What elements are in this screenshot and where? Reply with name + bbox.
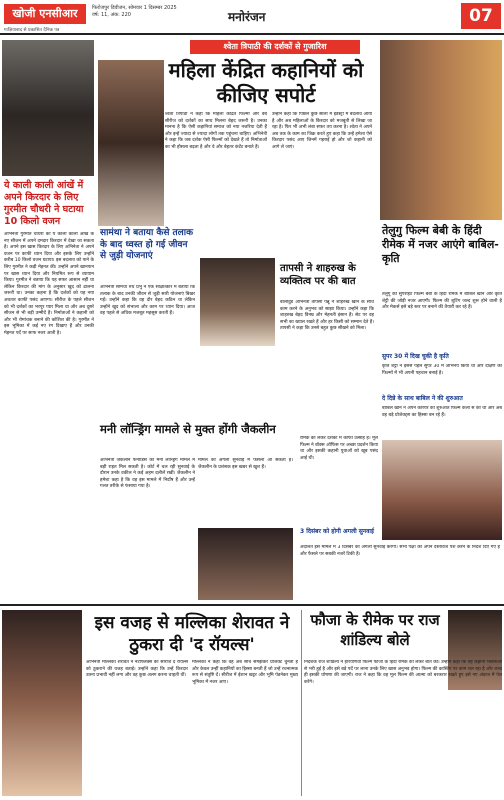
raj-headline: फौजा के रीमेक पर राज शांडिल्य बोले [310,611,440,649]
volume-line: वर्ष: 11, अंक: 220 [92,12,131,18]
mallika-body-col2: मल्लिका ने कहा कि वह अब सोच समझकर प्रोजेक्ट चुनती हैं और केवल उन्हीं कहानियों का हिस्सा बनती हैं जो उन्हें रचनात्मक रूप से संतुष्टि दें। सीरीज में ईशान खट्टर और भूमि पेडनेकर मुख्य भूमिका में नजर आए। [192,660,298,685]
right-subhead-1: सुपर 30 में दिख चुकी है कृति [382,353,449,360]
jacqueline-body-col1: अभिनेत्री जैकलीन फर्नांडिस को मनी लॉन्ड्रिंग मामले में बड़ी राहत मिल सकती है। कोर्ट में चल रही सुनवाई के दौरान उनके वकील ने कई अहम दलीलें रखीं। जैकलीन ने हमेशा कहा है कि वह इस मामले में निर्दोष हैं और उन्हें गलत तरीके से फंसाया गया है। [100,458,195,490]
babil-kriti-photo [380,40,502,220]
shweta-photo [98,60,164,226]
masthead [0,0,504,34]
date-line: फिरोजपुर डिवीजन, सोमवार 1 दिसम्बर 2025 [92,5,177,11]
samantha-body: अभिनेत्री सामंथा रुथ प्रभु ने एक साक्षात्कार में बताया कि तलाक के बाद उनकी जीवन से जुड़ी सारी योजनाएं बिखर गईं। उन्होंने कहा कि वह दौर बेहद कठिन था लेकिन उन्होंने खुद को संभाला और काम पर ध्यान दिया। आज वह पहले से अधिक मजबूत महसूस करती हैं। [100,285,195,317]
publication-note: गाज़ियाबाद से प्रकाशित दैनिक पत्र [4,28,60,33]
left-story-body: अभिनेता गुरमीत चौधरी को ये काली काली आंखें के नए सीजन में अपने दमदार किरदार में देखा जा सकता है। अपने इस खास किरदार के लिए अभिनेता ने अपने वजन पर काफी ध्यान दिया और इसके लिए उन्होंने करीब 10 किलो वजन घटाया। इस बदलाव को पाने के लिए गुरमीत ने कड़ी मेहनत की। उन्होंने अपने खानपान पर खास ध्यान दिया और नियमित रूप से व्यायाम किया। गुरमीत ने बताया कि यह सफर आसान नहीं था लेकिन किरदार की मांग के अनुसार खुद को ढालना जरूरी था। उनका कहना है कि दर्शकों को यह नया अवतार काफी पसंद आएगा। सीरीज के पहले सीजन को भी दर्शकों का भरपूर प्यार मिला था और अब दूसरे सीजन से भी बड़ी उम्मीदें हैं। निर्माताओं ने कहानी को और भी रोमांचक बनाने की कोशिश की है। गुरमीत ने इस भूमिका में कई नए रंग दिखाए हैं और उनकी मेहनत पर्दे पर साफ नजर आती है। [4,232,94,336]
section-title: मनोरंजन [228,10,266,24]
right-body-2: कृति शेट्टी ने इससे पहले सुपर 30 में अभिनय किया था और दक्षिण की फिल्मों में भी अपनी पहचान बनाई है। [382,364,502,376]
lead-kicker: श्वेता त्रिपाठी की दर्शकों से गुजारिश [190,40,360,54]
gurmeet-photo [2,40,94,176]
lead-body-col2: उन्होंने कहा कि पिछले कुछ सालों में इंडस्ट्री में बदलाव आया है और अब महिलाओं के किरदार को मजबूती से लिखा जा रहा है। फिर भी अभी लंबा सफर तय करना है। श्वेता ने अपने अब तक के काम का जिक्र करते हुए कहा कि उन्हें हमेशा ऐसे किरदार पसंद आए जिनमें गहराई हो और जो कहानी को आगे ले जाएं। [272,112,372,150]
right-headline: तेलुगु फिल्म बेबी के हिंदी रीमेक में नजर आएंगे बाबिल-कृति [382,224,499,265]
raj-body: निर्देशक राज शांडिल्य ने हरियाणवी फिल्म फौजा के हिंदी रीमेक को लेकर बात की। उन्होंने कहा कि यह कहानी भावनाओं से भरी हुई है और इसे बड़े पर्दे पर लाना उनके लिए खास अनुभव होगा। फिल्म की कास्टिंग पर काम चल रहा है और जल्द ही इसकी घोषणा की जाएगी। राज ने कहा कि वह मूल फिल्म की आत्मा को बरकरार रखते हुए इसे नए अंदाज में पेश करेंगे। [304,660,502,685]
lead-headline: महिला केंद्रित कहानियों को कीजिए सपोर्ट [168,58,364,107]
header-divider [0,33,504,35]
page-number: 07 [461,3,501,29]
newspaper-logo: खोजी एनसीआर [4,4,86,24]
lead-body-col1: श्वेता त्रिपाठी ने कहा कि महिला केंद्रित फिल्मों और वेब सीरीज को दर्शकों का साथ मिलना बेहद जरूरी है। उनका मानना है कि ऐसी कहानियां समाज को नया नजरिया देती हैं और इन्हें ज्यादा से ज्यादा लोगों तक पहुंचना चाहिए। अभिनेत्री ने कहा कि जब दर्शक ऐसी फिल्मों को देखते हैं तो निर्माताओं का भी हौसला बढ़ता है और वे और बेहतर कंटेंट बनाते हैं। [165,112,267,150]
actress-photo [382,440,502,540]
jacqueline-photo [198,528,293,600]
taapsee-headline: तापसी ने शाहरुख के व्यक्तित्व पर की बात [280,263,356,287]
taapsee-body: बॉलीवुड अभिनेत्री तापसी पन्नू ने शाहरुख खान के साथ काम करने के अनुभव को साझा किया। उन्होंने कहा कि शाहरुख बेहद विनम्र और मेहनती इंसान हैं। सेट पर वह सभी का ख्याल रखते हैं और हर किसी को सम्मान देते हैं। तापसी ने कहा कि उनसे बहुत कुछ सीखने को मिला। [280,300,374,332]
issue-date [92,5,177,19]
mallika-body-col1: अभिनेत्री मल्लिका शेरावत ने नेटफ्लिक्स की सीरीज द रॉयल्स को ठुकराने की वजह बताई। उन्होंने कहा कि उन्हें किरदार उतना प्रभावी नहीं लगा और वह कुछ अलग करना चाहती थीं। [86,660,188,679]
right-subhead-2: दे दिन्ने के साथ बाबिल ने की शुरुआत [382,395,463,402]
hearing-body: अदालत इस मामले में 3 दिसंबर को अगली सुनवाई करेगी। सभी पक्षों को अपने दस्तावेज पेश करने के निर्देश दिए गए हैं और फैसले पर सबकी नजरें टिकी हैं। [300,545,500,557]
right-body-3: बाबिल खान ने अपने करियर की शुरुआत फिल्म कला से की थी और अब वह बड़े प्रोजेक्ट्स का हिस्सा बन रहे हैं। [382,406,502,418]
jacqueline-headline: मनी लॉन्ड्रिंग मामले से मुक्त होंगी जैकलीन [100,422,276,436]
hearing-subhead: 3 दिसंबर को होगी अगली सुनवाई [300,528,374,535]
column-divider [301,610,302,796]
right-body: तेलुगु की सुपरहिट फिल्म बेबी के हिंदी रीमेक में बाबिल खान और कृति शेट्टी की जोड़ी नजर आएगी। फिल्म की शूटिंग जल्द शुरू होने वाली है और मेकर्स इसे बड़े स्तर पर बनाने की तैयारी कर रहे हैं। [382,292,502,311]
samantha-headline: सामंथा ने बताया कैसे तलाक के बाद ध्वस्त हो गई जीवन से जुड़ी योजनाएं [100,228,194,261]
mallika-headline: इस वजह से मल्लिका शेरावत ने ठुकरा दी 'द रॉयल्स' [94,613,290,655]
jacqueline-body-col2: मामले की अगली सुनवाई में फैसला आ सकता है। जैकलीन के प्रशंसक इस खबर से खुश हैं। [198,458,293,470]
bottom-divider [0,604,504,606]
mallika-photo [2,610,82,796]
taapsee-photo [200,258,275,346]
left-story-headline: ये काली काली आंखें में अपने किरदार के लिए गुरमीत चौधरी ने घटाया 10 किलो वजन [4,180,84,227]
remake-body: रीमेक को लेकर दर्शकों में काफी उत्साह है। मूल फिल्म ने बॉक्स ऑफिस पर अच्छा प्रदर्शन किया था और इसकी कहानी युवाओं को खूब पसंद आई थी। [300,436,378,461]
